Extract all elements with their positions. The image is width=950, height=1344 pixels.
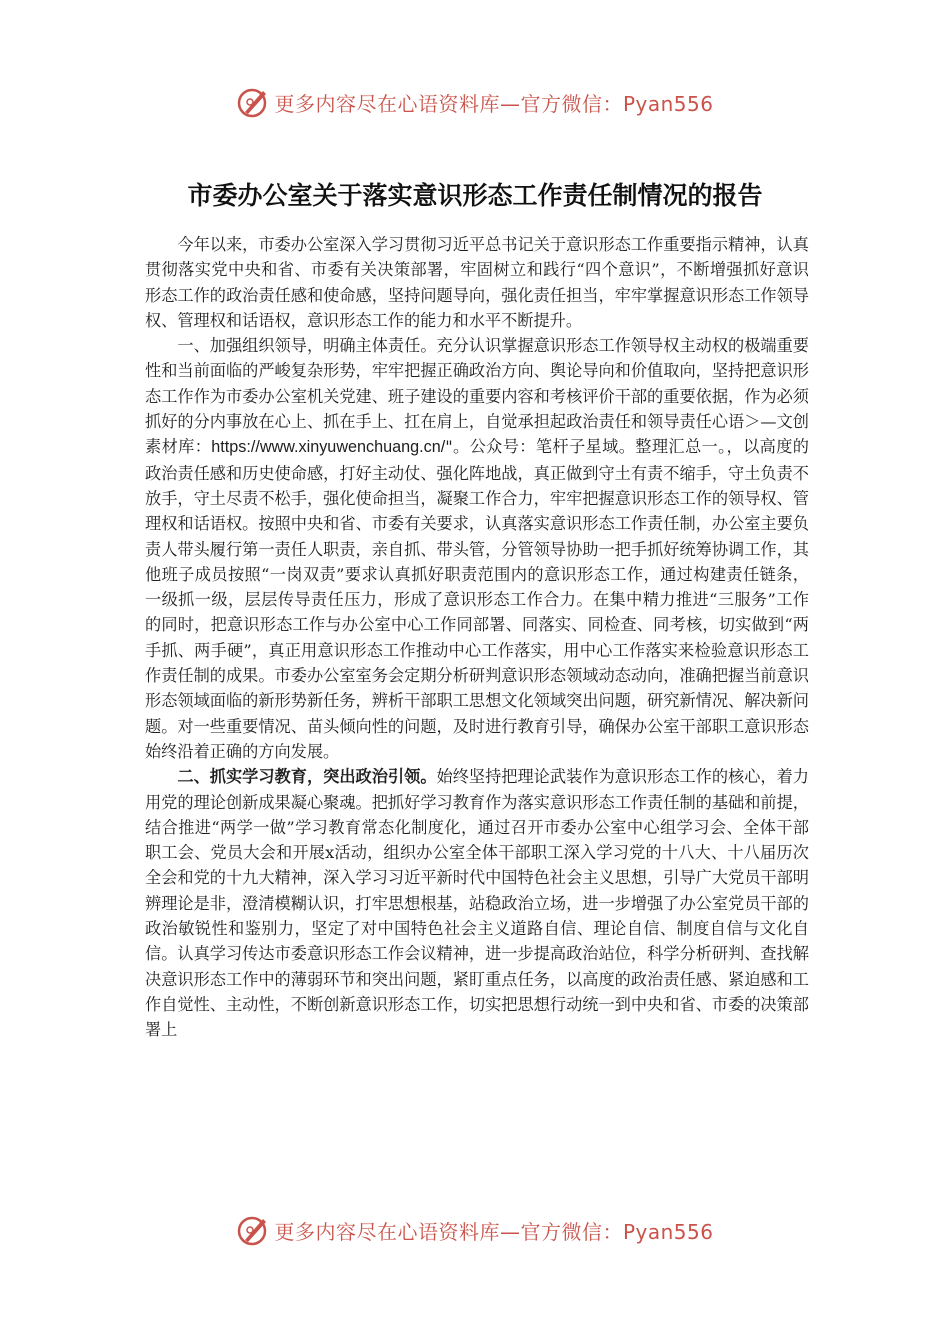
- footer-banner-text: 更多内容尽在心语资料库—官方微信：Pyan556: [274, 1219, 714, 1244]
- paragraph-section-1: [145, 333, 809, 764]
- paragraph-intro: 今年以来，市委办公室深入学习贯彻习近平总书记关于意识形态工作重要指示精神，认真贯彻落实党中央和省、市委有关决策部署，牢固树立和践行“四个意识”，不断增强抓好意识形态工作的政治责任感和使命感，坚持问题导向，强化责任担当，牢牢掌握意识形态工作领导权、管理权和话语权，意识形态工作的能力和水平不断提升。: [145, 235, 809, 330]
- section-1-text-b: "。公众号：笔杆子星域。整理汇总一。，以高度的政治责任感和历史使命感，打好主动仗、强化阵地战，真正做到守土有责不缩手，守土负责不放手，守土尽责不松手，强化使命担当，凝聚工作合力，牢牢把握意识形态工作的领导权、管理权和话语权。按照中央和省、市委有关要求，认真落实意识形态工作责任制，办公室主要负责人带头履行第一责任人职责，亲自抓、带头管，分管领导协助一把手抓好统筹协调工作，其他班子成员按照“一岗双责”要求认真抓好职责范围内的意识形态工作，通过构建责任链条，一级抓一级，层层传导责任压力，形成了意识形态工作合力。在集中精力推进“三服务”工作的同时，把意识形态工作与办公室中心工作同部署、同落实、同检查、同考核，切实做到“两手抓、两手硬”，真正用意识形态工作推动中心工作落实，用中心工作落实来检验意识形态工作责任制的成果。市委办公室室务会定期分析研判意识形态领域动态动向，准确把握当前意识形态领域面临的新形势新任务，辨析干部职工思想文化领域突出问题，研究新情况、解决新问题。对一些重要情况、苗头倾向性的问题，及时进行教育引导，确保办公室干部职工意识形态始终沿着正确的方向发展。: [145, 437, 809, 761]
- paragraph-section-2: [145, 764, 809, 1042]
- pen-circle-logo-icon: [236, 1213, 270, 1247]
- header-banner: [0, 82, 950, 122]
- document-title: 市委办公室关于落实意识形态工作责任制情况的报告: [187, 181, 763, 210]
- section-2-text: 始终坚持把理论武装作为意识形态工作的核心，着力用党的理论创新成果凝心聚魂。把抓好学习教育作为落实意识形态工作责任制的基础和前提，结合推进“两学一做”学习教育常态化制度化，通过召开市委办公室中心组学习会、全体干部职工会、党员大会和开展x活动，组织办公室全体干部职工深入学习党的十八大、十八届历次全会和党的十九大精神，深入学习习近平新时代中国特色社会主义思想，引导广大党员干部明辨理论是非，澄清模糊认识，打牢思想根基，站稳政治立场，进一步增强了办公室党员干部的政治敏锐性和鉴别力，坚定了对中国特色社会主义道路自信、理论自信、制度自信与文化自信。认真学习传达市委意识形态工作会议精神，进一步提高政治站位，科学分析研判、查找解决意识形态工作中的薄弱环节和突出问题，紧盯重点任务，以高度的政治责任感、紧迫感和工作自觉性、主动性，不断创新意识形态工作，切实把思想行动统一到中央和省、市委的决策部署上: [145, 767, 809, 1040]
- section-1-text-a: 一、加强组织领导，明确主体责任。充分认识掌握意识形态工作领导权主动权的极端重要性和当前面临的严峻复杂形势，牢牢把握正确政治方向、舆论导向和价值取向，坚持把意识形态工作作为市委办公室机关党建、班子建设的重要内容和考核评价干部的重要依据，作为必须抓好的分内事放在心上、抓在手上、扛在肩上，自觉承担起政治责任和领导责任心语＞—文创素材库：: [145, 336, 809, 457]
- source-url-link[interactable]: https://www.xinyuwenchuang.cn/: [211, 438, 446, 457]
- pen-circle-logo-icon: [236, 85, 270, 119]
- section-2-heading: 二、抓实学习教育，突出政治引领。: [177, 767, 437, 787]
- document-body: [145, 232, 809, 1043]
- header-banner-text: 更多内容尽在心语资料库—官方微信：Pyan556: [274, 91, 714, 116]
- footer-banner: [0, 1210, 950, 1250]
